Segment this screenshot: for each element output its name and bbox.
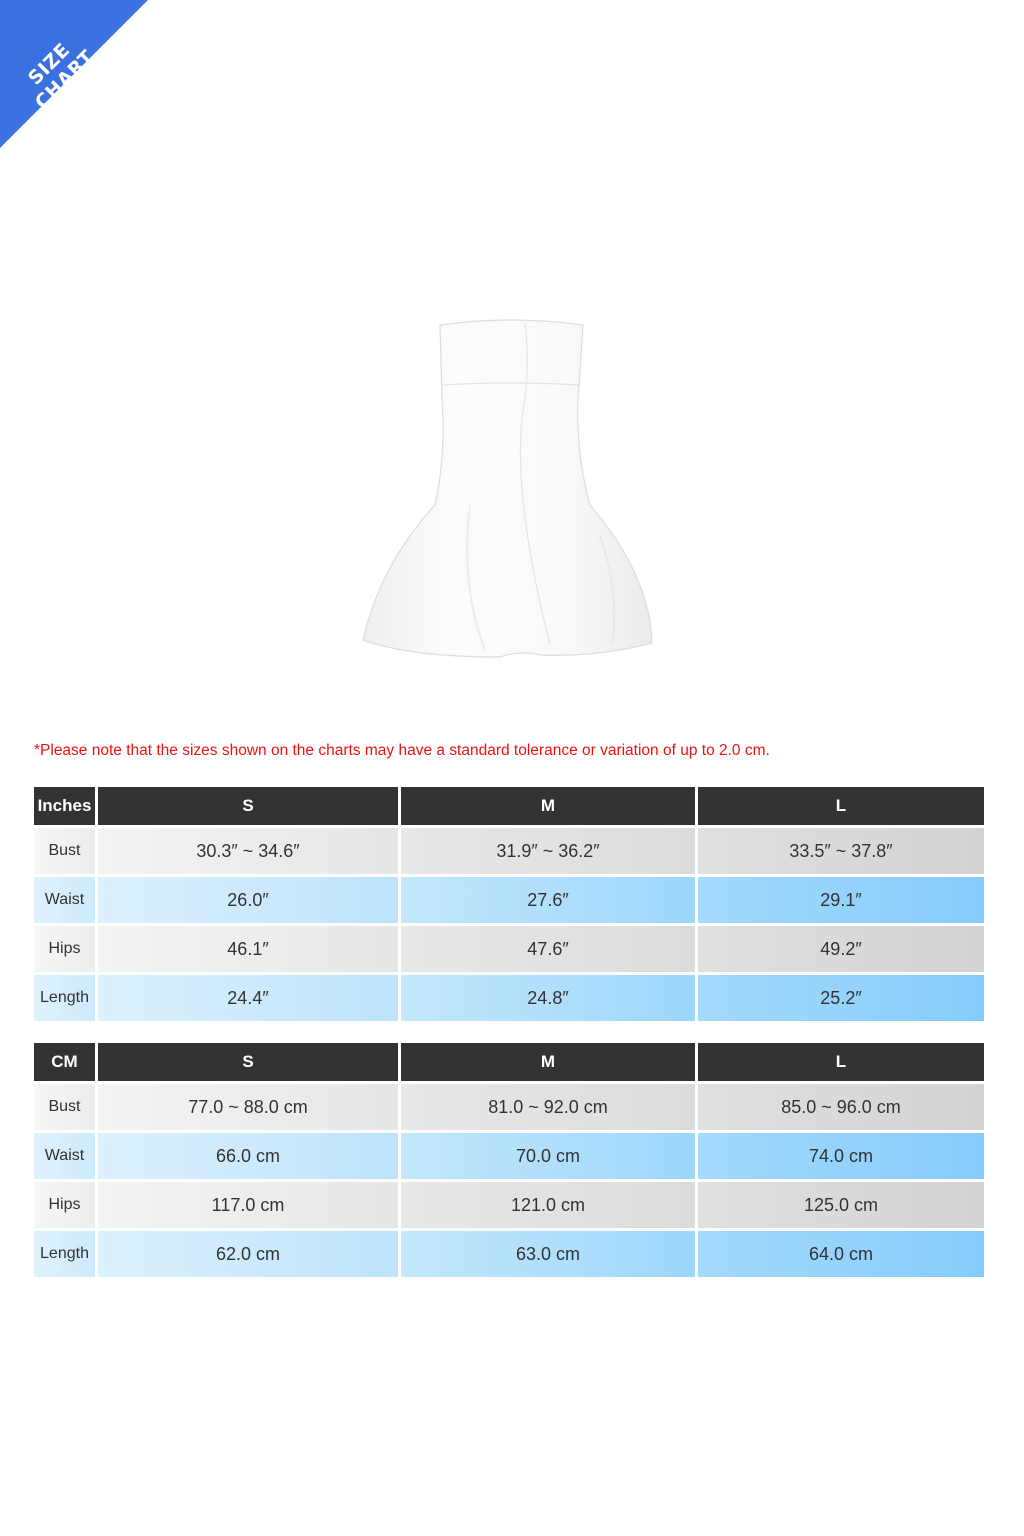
cell-m: 31.9″ ~ 36.2″ (401, 828, 695, 874)
cell-m: 63.0 cm (401, 1231, 695, 1277)
row-label: Bust (34, 1084, 95, 1130)
cell-m: 27.6″ (401, 877, 695, 923)
table-row-length (34, 1231, 984, 1277)
cell-s: 62.0 cm (98, 1231, 398, 1277)
cell-s: 30.3″ ~ 34.6″ (98, 828, 398, 874)
unit-header: Inches (34, 787, 95, 825)
size-header-l: L (698, 787, 984, 825)
table-row-hips (34, 926, 984, 972)
size-header-s: S (98, 787, 398, 825)
size-header-m: M (401, 1043, 695, 1081)
table-row-bust (34, 1084, 984, 1130)
cell-m: 81.0 ~ 92.0 cm (401, 1084, 695, 1130)
product-image (350, 305, 670, 675)
size-table-inches (31, 784, 987, 1024)
table-header-row (34, 787, 984, 825)
row-label: Length (34, 975, 95, 1021)
cell-l: 64.0 cm (698, 1231, 984, 1277)
cell-l: 49.2″ (698, 926, 984, 972)
table-row-bust (34, 828, 984, 874)
table-row-waist (34, 1133, 984, 1179)
cell-m: 47.6″ (401, 926, 695, 972)
cell-s: 117.0 cm (98, 1182, 398, 1228)
table-row-length (34, 975, 984, 1021)
row-label: Waist (34, 877, 95, 923)
size-table-cm (31, 1040, 987, 1280)
row-label: Bust (34, 828, 95, 874)
cell-l: 29.1″ (698, 877, 984, 923)
size-chart-ribbon (0, 0, 148, 148)
size-header-l: L (698, 1043, 984, 1081)
cell-l: 85.0 ~ 96.0 cm (698, 1084, 984, 1130)
row-label: Hips (34, 926, 95, 972)
unit-header: CM (34, 1043, 95, 1081)
cell-m: 121.0 cm (401, 1182, 695, 1228)
size-header-m: M (401, 787, 695, 825)
cell-l: 33.5″ ~ 37.8″ (698, 828, 984, 874)
ribbon-label: SIZE CHART (23, 38, 99, 114)
tolerance-note: *Please note that the sizes shown on the charts may have a standard tolerance or variation of up to 2.0 cm. (34, 742, 770, 759)
dress-illustration (350, 305, 670, 675)
row-label: Hips (34, 1182, 95, 1228)
cell-s: 24.4″ (98, 975, 398, 1021)
cell-s: 26.0″ (98, 877, 398, 923)
table-row-hips (34, 1182, 984, 1228)
cell-m: 24.8″ (401, 975, 695, 1021)
cell-l: 25.2″ (698, 975, 984, 1021)
cell-l: 74.0 cm (698, 1133, 984, 1179)
cell-l: 125.0 cm (698, 1182, 984, 1228)
cell-s: 46.1″ (98, 926, 398, 972)
size-header-s: S (98, 1043, 398, 1081)
row-label: Waist (34, 1133, 95, 1179)
row-label: Length (34, 1231, 95, 1277)
cell-s: 66.0 cm (98, 1133, 398, 1179)
table-header-row (34, 1043, 984, 1081)
cell-m: 70.0 cm (401, 1133, 695, 1179)
cell-s: 77.0 ~ 88.0 cm (98, 1084, 398, 1130)
table-row-waist (34, 877, 984, 923)
